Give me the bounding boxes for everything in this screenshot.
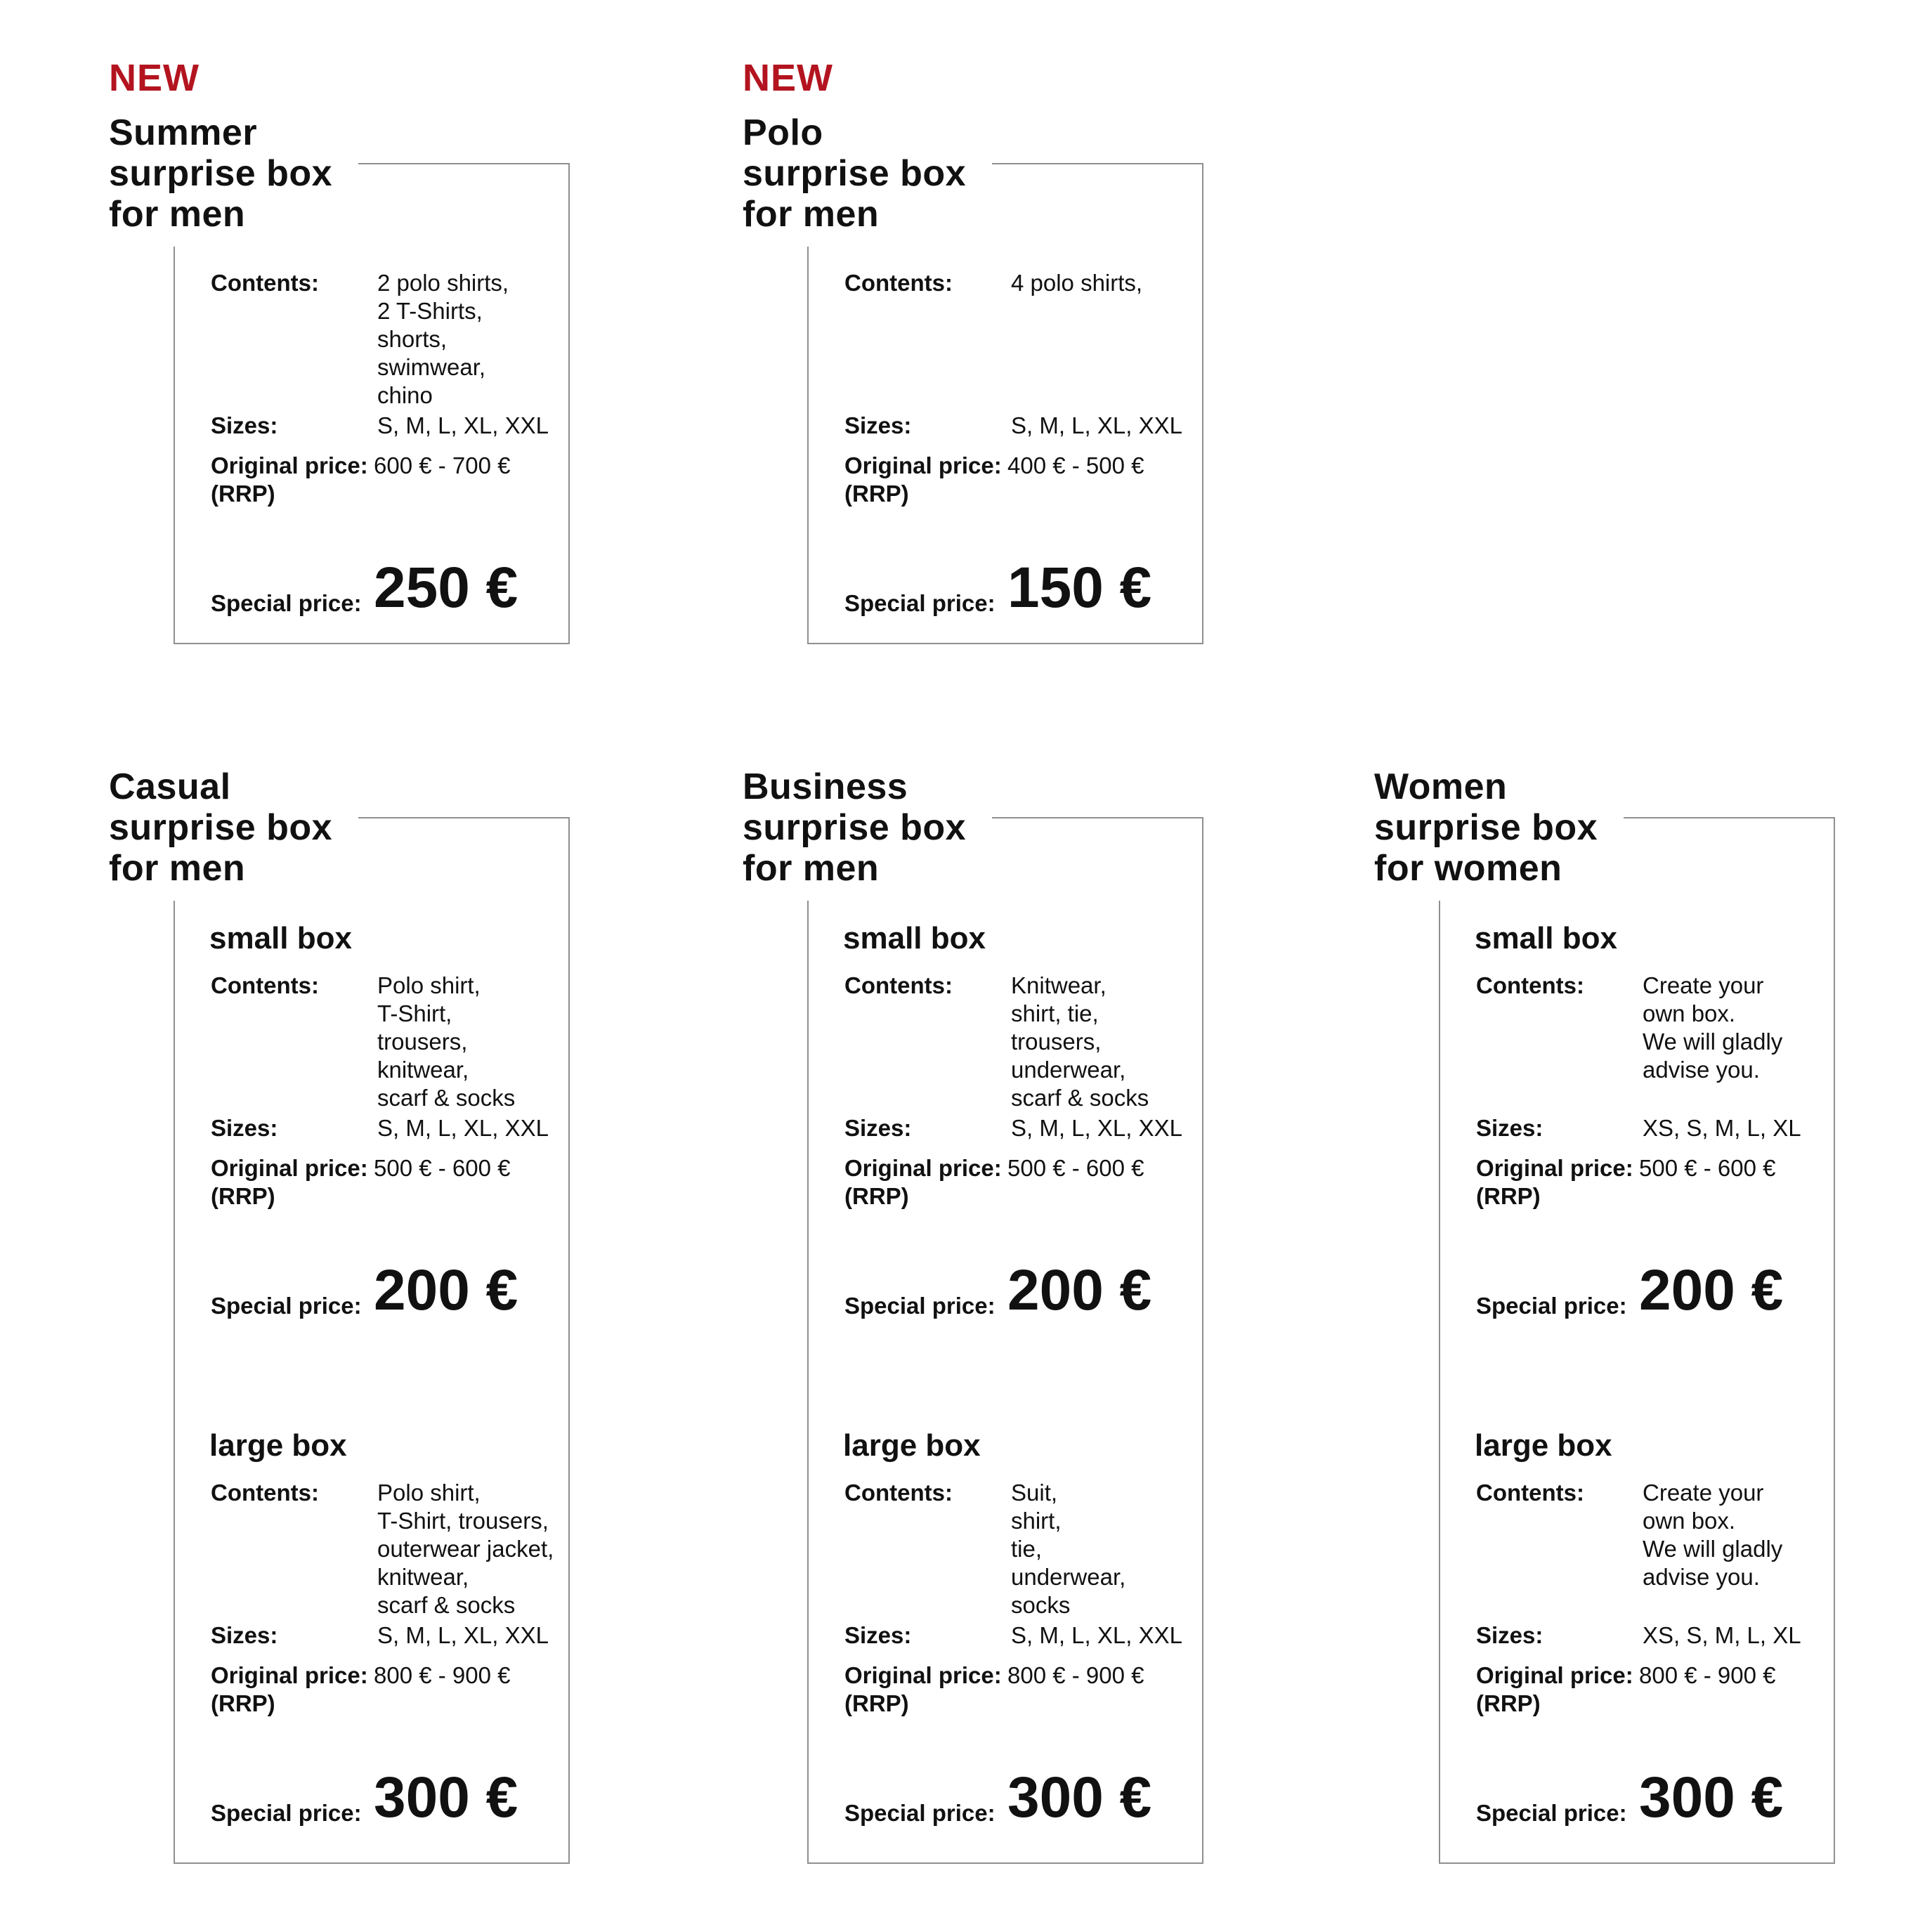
sizes-label: Sizes: (211, 1622, 278, 1648)
sizes-label: Sizes: (844, 412, 912, 438)
contents-label: Contents: (1476, 972, 1584, 998)
original-price-value: 800 € - 900 € (374, 1662, 511, 1688)
sizes-label: Sizes: (211, 412, 278, 438)
contents-row (844, 269, 1196, 412)
contents-label: Contents: (1476, 1480, 1584, 1506)
sizes-row (1476, 1114, 1827, 1154)
sizes-value: XS, S, M, L, XL (1643, 1622, 1801, 1648)
sizes-row (844, 1621, 1196, 1662)
original-price-row (211, 1662, 562, 1774)
card-title: Business surprise box for men (743, 766, 967, 889)
sizes-value: S, M, L, XL, XXL (377, 412, 549, 438)
frame-line (174, 901, 175, 1862)
sizes-value: XS, S, M, L, XL (1643, 1115, 1801, 1141)
small-box-heading: small box (843, 921, 986, 955)
original-price-row (844, 1662, 1196, 1774)
special-price-row (211, 1258, 562, 1358)
box-details (211, 921, 562, 1865)
special-price-row (211, 556, 562, 655)
contents-label: Contents: (211, 270, 319, 296)
sizes-row (844, 412, 1196, 452)
original-price-label: Original price: (RRP) (844, 452, 1002, 507)
sizes-row (211, 1621, 562, 1662)
special-price-value: 300 € (1007, 1765, 1152, 1829)
special-price-row (1476, 1765, 1827, 1865)
original-price-row (211, 452, 562, 564)
contents-row (844, 1479, 1196, 1621)
frame-line (1202, 163, 1203, 643)
contents-value: Knitwear, shirt, tie, trousers, underwear, scarf & socks (1011, 972, 1149, 1111)
frame-line (1834, 817, 1835, 1862)
new-badge: NEW (109, 57, 200, 99)
frame-line (992, 163, 1202, 164)
frame-line (992, 817, 1202, 818)
special-price-label: Special price: (211, 590, 362, 616)
frame-line (807, 247, 809, 643)
small-box-heading: small box (209, 921, 352, 955)
sizes-label: Sizes: (1476, 1115, 1543, 1141)
box-details (211, 269, 562, 655)
contents-value: Polo shirt, T-Shirt, trousers, outerwear jacket, knitwear, scarf & socks (377, 1480, 554, 1618)
original-price-row (211, 1154, 562, 1267)
special-price-value: 200 € (1639, 1258, 1784, 1322)
sizes-value: S, M, L, XL, XXL (1011, 412, 1182, 438)
large-box-heading: large box (209, 1428, 347, 1463)
contents-label: Contents: (844, 972, 953, 998)
sizes-value: S, M, L, XL, XXL (377, 1115, 549, 1141)
contents-value: 4 polo shirts, (1011, 270, 1143, 296)
contents-label: Contents: (211, 972, 319, 998)
sizes-row (211, 1114, 562, 1154)
special-price-label: Special price: (1476, 1293, 1627, 1319)
sizes-value: S, M, L, XL, XXL (1011, 1622, 1182, 1648)
original-price-value: 800 € - 900 € (1639, 1662, 1776, 1688)
contents-row (211, 269, 562, 412)
contents-value: Suit, shirt, tie, underwear, socks (1011, 1480, 1126, 1618)
contents-row (1476, 1479, 1827, 1621)
contents-label: Contents: (844, 270, 953, 296)
large-box-heading: large box (1475, 1428, 1612, 1463)
special-price-label: Special price: (1476, 1800, 1627, 1826)
sizes-row (844, 1114, 1196, 1154)
card-title: Casual surprise box for men (109, 766, 333, 889)
original-price-value: 800 € - 900 € (1007, 1662, 1144, 1688)
large-box-heading: large box (843, 1428, 981, 1463)
original-price-value: 500 € - 600 € (374, 1155, 511, 1181)
sizes-label: Sizes: (844, 1115, 912, 1141)
original-price-label: Original price: (RRP) (844, 1155, 1002, 1209)
frame-line (174, 247, 175, 643)
special-price-row (844, 1765, 1196, 1865)
original-price-row (1476, 1154, 1827, 1267)
original-price-value: 400 € - 500 € (1007, 452, 1144, 478)
special-price-value: 200 € (374, 1258, 518, 1322)
frame-line (1202, 817, 1203, 1862)
box-details (844, 269, 1196, 655)
sizes-row (211, 412, 562, 452)
special-price-label: Special price: (844, 1293, 996, 1319)
special-price-value: 300 € (374, 1765, 518, 1829)
frame-line (568, 817, 570, 1862)
special-price-row (844, 1258, 1196, 1358)
contents-value: 2 polo shirts, 2 T-Shirts, shorts, swimwear, chino (377, 270, 509, 408)
new-badge: NEW (743, 57, 833, 99)
card-title: Summer surprise box for men (109, 112, 333, 235)
small-box-heading: small box (1475, 921, 1617, 955)
contents-value: Create your own box. We will gladly advise you. (1643, 1480, 1783, 1590)
original-price-row (844, 452, 1196, 564)
frame-line (807, 901, 809, 1862)
original-price-label: Original price: (RRP) (1476, 1662, 1633, 1716)
frame-line (358, 163, 568, 164)
contents-row (844, 972, 1196, 1114)
special-price-label: Special price: (211, 1800, 362, 1826)
contents-label: Contents: (844, 1480, 953, 1506)
special-price-label: Special price: (844, 590, 996, 616)
original-price-label: Original price: (RRP) (1476, 1155, 1633, 1209)
special-price-label: Special price: (211, 1293, 362, 1319)
special-price-row (1476, 1258, 1827, 1358)
contents-row (211, 972, 562, 1114)
special-price-value: 250 € (374, 556, 518, 620)
card-title: Polo surprise box for men (743, 112, 967, 235)
box-details (1476, 921, 1827, 1865)
sizes-label: Sizes: (1476, 1622, 1543, 1648)
sizes-row (1476, 1621, 1827, 1662)
sizes-label: Sizes: (844, 1622, 912, 1648)
frame-line (1439, 901, 1440, 1862)
contents-row (211, 1479, 562, 1621)
original-price-label: Original price: (RRP) (211, 1155, 368, 1209)
contents-value: Create your own box. We will gladly advise you. (1643, 972, 1783, 1083)
special-price-row (211, 1765, 562, 1865)
original-price-label: Original price: (RRP) (844, 1662, 1002, 1716)
contents-label: Contents: (211, 1480, 319, 1506)
original-price-label: Original price: (RRP) (211, 1662, 368, 1716)
frame-line (568, 163, 570, 643)
contents-row (1476, 972, 1827, 1114)
special-price-value: 300 € (1639, 1765, 1784, 1829)
sizes-label: Sizes: (211, 1115, 278, 1141)
original-price-value: 500 € - 600 € (1007, 1155, 1144, 1181)
box-details (844, 921, 1196, 1865)
original-price-value: 500 € - 600 € (1639, 1155, 1776, 1181)
special-price-value: 150 € (1007, 556, 1152, 620)
original-price-label: Original price: (RRP) (211, 452, 368, 507)
contents-value: Polo shirt, T-Shirt, trousers, knitwear, scarf & socks (377, 972, 516, 1111)
special-price-label: Special price: (844, 1800, 996, 1826)
special-price-row (844, 556, 1196, 655)
original-price-row (844, 1154, 1196, 1267)
frame-line (358, 817, 568, 818)
special-price-value: 200 € (1007, 1258, 1152, 1322)
sizes-value: S, M, L, XL, XXL (377, 1622, 549, 1648)
original-price-row (1476, 1662, 1827, 1774)
original-price-value: 600 € - 700 € (374, 452, 511, 478)
card-title: Women surprise box for women (1374, 766, 1598, 889)
frame-line (1624, 817, 1834, 818)
sizes-value: S, M, L, XL, XXL (1011, 1115, 1182, 1141)
